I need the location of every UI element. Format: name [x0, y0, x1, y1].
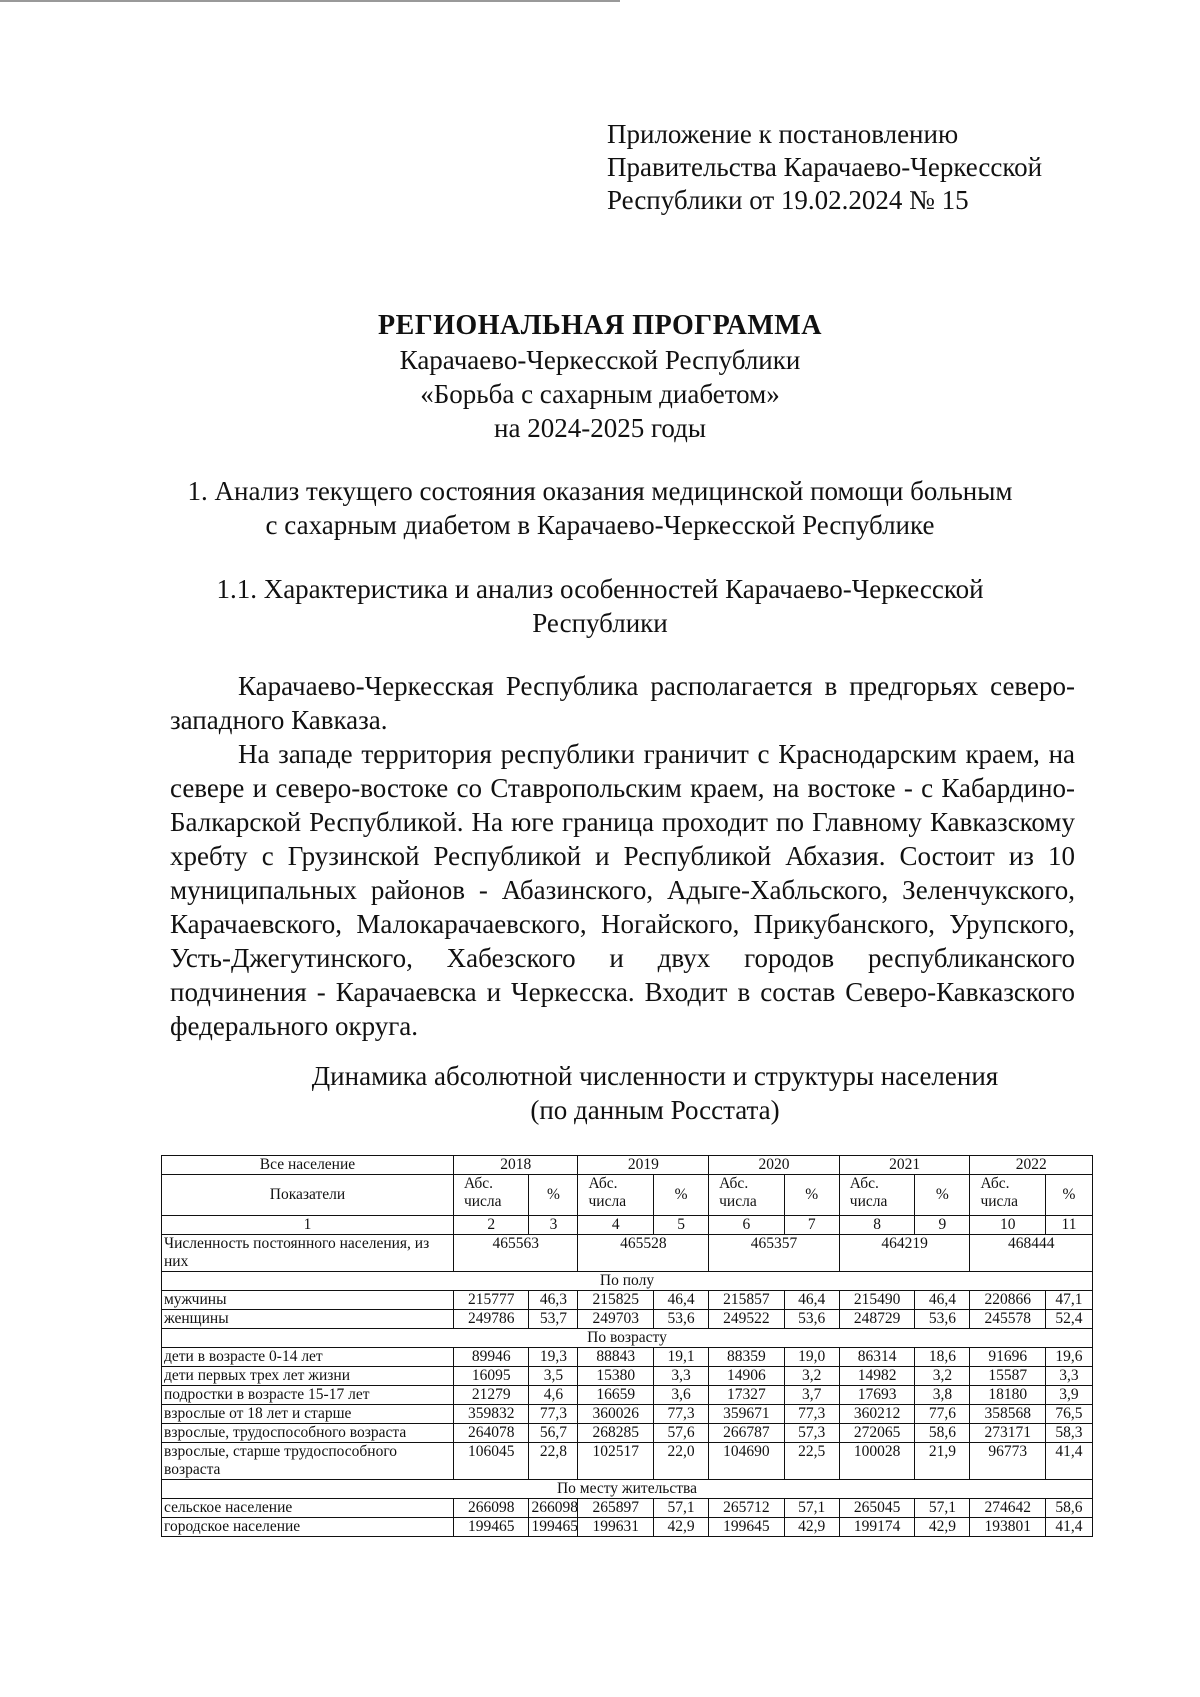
cell-value: 264078 [453, 1424, 529, 1443]
table-row [162, 1291, 1093, 1310]
cell-value: 42,9 [915, 1518, 970, 1537]
cell-value: 360026 [578, 1405, 654, 1424]
program-title-line: «Борьба с сахарным диабетом» [420, 379, 780, 409]
total-value: 465357 [709, 1235, 840, 1272]
paragraph: Карачаево-Черкесская Республика располагается в предгорьях северо-западного Кавказа. [170, 671, 1075, 735]
population-table [161, 1155, 1093, 1537]
cell-value: 56,7 [529, 1424, 578, 1443]
table-caption-line: (по данным Росстата) [530, 1095, 780, 1125]
cell-value: 360212 [839, 1405, 915, 1424]
cell-value: 274642 [970, 1499, 1046, 1518]
program-title [0, 309, 1200, 445]
cell-value: 19,0 [784, 1348, 839, 1367]
program-title-main: РЕГИОНАЛЬНАЯ ПРОГРАММА [378, 310, 822, 341]
cell-value: 220866 [970, 1291, 1046, 1310]
cell-value: 14982 [839, 1367, 915, 1386]
cell-value: 46,4 [915, 1291, 970, 1310]
cell-value: 19,6 [1045, 1348, 1092, 1367]
cell-value: 266098 [529, 1499, 578, 1518]
column-number: 3 [529, 1216, 578, 1235]
cell-value: 266098 [453, 1499, 529, 1518]
cell-value: 21,9 [915, 1443, 970, 1480]
cell-value: 3,2 [784, 1367, 839, 1386]
header-pct: % [1045, 1175, 1092, 1216]
cell-value: 53,6 [915, 1310, 970, 1329]
cell-value: 57,1 [915, 1499, 970, 1518]
cell-value: 58,6 [915, 1424, 970, 1443]
cell-value: 199174 [839, 1518, 915, 1537]
cell-value: 272065 [839, 1424, 915, 1443]
table-group-row [162, 1329, 1093, 1348]
cell-value: 3,8 [915, 1386, 970, 1405]
section-1-line: 1. Анализ текущего состояния оказания медицинской помощи больным [187, 476, 1013, 506]
appendix-note [607, 118, 1042, 217]
cell-value: 193801 [970, 1518, 1046, 1537]
cell-value: 77,3 [654, 1405, 709, 1424]
cell-value: 100028 [839, 1443, 915, 1480]
cell-value: 88359 [709, 1348, 785, 1367]
cell-value: 77,6 [915, 1405, 970, 1424]
table-caption [0, 1059, 1200, 1127]
cell-value: 215490 [839, 1291, 915, 1310]
header-abs: Абс. числа [970, 1175, 1046, 1216]
cell-value: 249786 [453, 1310, 529, 1329]
cell-value: 96773 [970, 1443, 1046, 1480]
table-row [162, 1424, 1093, 1443]
cell-value: 18,6 [915, 1348, 970, 1367]
header-year: 2020 [709, 1156, 840, 1175]
cell-value: 46,4 [784, 1291, 839, 1310]
cell-value: 3,6 [654, 1386, 709, 1405]
program-title-line: Карачаево-Черкесской Республики [399, 345, 801, 375]
header-year: 2018 [453, 1156, 578, 1175]
cell-value: 15380 [578, 1367, 654, 1386]
column-number: 6 [709, 1216, 785, 1235]
column-number: 5 [654, 1216, 709, 1235]
cell-value: 47,1 [1045, 1291, 1092, 1310]
cell-value: 215857 [709, 1291, 785, 1310]
cell-value: 4,6 [529, 1386, 578, 1405]
cell-value: 57,1 [784, 1499, 839, 1518]
column-number: 1 [162, 1216, 454, 1235]
cell-value: 3,3 [1045, 1367, 1092, 1386]
cell-value: 41,4 [1045, 1443, 1092, 1480]
table-row [162, 1518, 1093, 1537]
cell-value: 16095 [453, 1367, 529, 1386]
cell-value: 41,4 [1045, 1518, 1092, 1537]
table-row [162, 1499, 1093, 1518]
total-value: 464219 [839, 1235, 970, 1272]
cell-value: 21279 [453, 1386, 529, 1405]
group-title: По полу [162, 1272, 1093, 1291]
cell-value: 249703 [578, 1310, 654, 1329]
section-1-1-heading [0, 572, 1200, 640]
cell-value: 53,6 [654, 1310, 709, 1329]
cell-value: 52,4 [1045, 1310, 1092, 1329]
row-label: дети в возрасте 0-14 лет [162, 1348, 454, 1367]
cell-value: 199631 [578, 1518, 654, 1537]
cell-value: 17327 [709, 1386, 785, 1405]
header-pct: % [654, 1175, 709, 1216]
table-caption-line: Динамика абсолютной численности и структуры населения [311, 1061, 999, 1091]
section-1-heading [0, 474, 1200, 542]
section-1-line: с сахарным диабетом в Карачаево-Черкесской Республике [265, 510, 935, 540]
cell-value: 265712 [709, 1499, 785, 1518]
cell-value: 58,3 [1045, 1424, 1092, 1443]
section-1-1-line: Республики [532, 608, 668, 638]
table-column-numbers-row [162, 1216, 1093, 1235]
table-row [162, 1405, 1093, 1424]
header-abs: Абс. числа [709, 1175, 785, 1216]
total-value: 468444 [970, 1235, 1093, 1272]
cell-value: 268285 [578, 1424, 654, 1443]
cell-value: 89946 [453, 1348, 529, 1367]
cell-value: 53,7 [529, 1310, 578, 1329]
group-title: По месту жительства [162, 1480, 1093, 1499]
row-label: мужчины [162, 1291, 454, 1310]
cell-value: 3,7 [784, 1386, 839, 1405]
table-row [162, 1348, 1093, 1367]
cell-value: 46,3 [529, 1291, 578, 1310]
cell-value: 57,6 [654, 1424, 709, 1443]
header-year: 2022 [970, 1156, 1093, 1175]
header-abs: Абс. числа [453, 1175, 529, 1216]
cell-value: 58,6 [1045, 1499, 1092, 1518]
header-indicators: Показатели [162, 1175, 454, 1216]
cell-value: 86314 [839, 1348, 915, 1367]
cell-value: 359671 [709, 1405, 785, 1424]
table-group-row [162, 1480, 1093, 1499]
cell-value: 42,9 [784, 1518, 839, 1537]
cell-value: 22,0 [654, 1443, 709, 1480]
cell-value: 359832 [453, 1405, 529, 1424]
header-all-population: Все население [162, 1156, 454, 1175]
cell-value: 14906 [709, 1367, 785, 1386]
cell-value: 104690 [709, 1443, 785, 1480]
table-row [162, 1235, 1093, 1272]
cell-value: 265897 [578, 1499, 654, 1518]
cell-value: 3,2 [915, 1367, 970, 1386]
cell-value: 76,5 [1045, 1405, 1092, 1424]
cell-value: 17693 [839, 1386, 915, 1405]
cell-value: 77,3 [784, 1405, 839, 1424]
column-number: 4 [578, 1216, 654, 1235]
cell-value: 273171 [970, 1424, 1046, 1443]
table-row [162, 1310, 1093, 1329]
cell-value: 15587 [970, 1367, 1046, 1386]
column-number: 8 [839, 1216, 915, 1235]
row-label: взрослые, трудоспособного возраста [162, 1424, 454, 1443]
column-number: 11 [1045, 1216, 1092, 1235]
table-group-row [162, 1272, 1093, 1291]
cell-value: 53,6 [784, 1310, 839, 1329]
section-1-1-line: 1.1. Характеристика и анализ особенностей Карачаево-Черкесской [216, 574, 984, 604]
cell-value: 3,5 [529, 1367, 578, 1386]
cell-value: 91696 [970, 1348, 1046, 1367]
row-label: взрослые, старше трудоспособного возраста [162, 1443, 454, 1480]
row-label: дети первых трех лет жизни [162, 1367, 454, 1386]
cell-value: 102517 [578, 1443, 654, 1480]
program-title-line: на 2024-2025 годы [494, 413, 706, 443]
header-year: 2021 [839, 1156, 970, 1175]
table-row [162, 1443, 1093, 1480]
total-value: 465563 [453, 1235, 578, 1272]
column-number: 9 [915, 1216, 970, 1235]
cell-value: 77,3 [529, 1405, 578, 1424]
cell-value: 106045 [453, 1443, 529, 1480]
row-label: женщины [162, 1310, 454, 1329]
header-pct: % [915, 1175, 970, 1216]
header-pct: % [784, 1175, 839, 1216]
cell-value: 22,8 [529, 1443, 578, 1480]
cell-value: 199465 [453, 1518, 529, 1537]
row-label: городское население [162, 1518, 454, 1537]
cell-value: 19,1 [654, 1348, 709, 1367]
row-label: сельское население [162, 1499, 454, 1518]
cell-value: 57,1 [654, 1499, 709, 1518]
table-row [162, 1386, 1093, 1405]
cell-value: 16659 [578, 1386, 654, 1405]
header-abs: Абс. числа [839, 1175, 915, 1216]
cell-value: 46,4 [654, 1291, 709, 1310]
cell-value: 199645 [709, 1518, 785, 1537]
cell-value: 18180 [970, 1386, 1046, 1405]
cell-value: 19,3 [529, 1348, 578, 1367]
header-abs: Абс. числа [578, 1175, 654, 1216]
appendix-line: Республики от 19.02.2024 № 15 [607, 185, 969, 215]
total-value: 465528 [578, 1235, 709, 1272]
cell-value: 248729 [839, 1310, 915, 1329]
paragraph: На западе территория республики граничит с Краснодарским краем, на севере и северо-востоке со Ставропольским краем, на востоке - с Кабардино-Балкарской Республикой. На юге граница проходит по Главному Кавказскому хребту с Грузинской Республикой и Республикой Абхазия. Состоит из 10 муниципальных районов - Абазинского, Адыге-Хабльского, Зеленчукского, Карачаевского, Малокарачаевского, Ногайского, Прикубанского, Урупского, Усть-Джегутинского, Хабезского и двух городов республиканского подчинения - Карачаевска и Черкесска. Входит в состав Северо-Кавказского федерального округа. [170, 739, 1075, 1041]
column-number: 2 [453, 1216, 529, 1235]
scan-top-line [0, 0, 620, 2]
column-number: 7 [784, 1216, 839, 1235]
cell-value: 215825 [578, 1291, 654, 1310]
row-label: подростки в возрасте 15-17 лет [162, 1386, 454, 1405]
table-header-row [162, 1175, 1093, 1216]
body-text [170, 669, 1075, 1043]
cell-value: 215777 [453, 1291, 529, 1310]
row-label: Численность постоянного населения, из них [162, 1235, 454, 1272]
cell-value: 88843 [578, 1348, 654, 1367]
group-title: По возрасту [162, 1329, 1093, 1348]
cell-value: 42,9 [654, 1518, 709, 1537]
header-year: 2019 [578, 1156, 709, 1175]
cell-value: 265045 [839, 1499, 915, 1518]
table-header-row [162, 1156, 1093, 1175]
cell-value: 3,3 [654, 1367, 709, 1386]
table-row [162, 1367, 1093, 1386]
cell-value: 245578 [970, 1310, 1046, 1329]
header-pct: % [529, 1175, 578, 1216]
cell-value: 3,9 [1045, 1386, 1092, 1405]
cell-value: 199465 [529, 1518, 578, 1537]
appendix-line: Приложение к постановлению [607, 119, 959, 149]
cell-value: 22,5 [784, 1443, 839, 1480]
column-number: 10 [970, 1216, 1046, 1235]
cell-value: 266787 [709, 1424, 785, 1443]
row-label: взрослые от 18 лет и старше [162, 1405, 454, 1424]
cell-value: 358568 [970, 1405, 1046, 1424]
appendix-line: Правительства Карачаево-Черкесской [607, 152, 1043, 182]
cell-value: 249522 [709, 1310, 785, 1329]
cell-value: 57,3 [784, 1424, 839, 1443]
